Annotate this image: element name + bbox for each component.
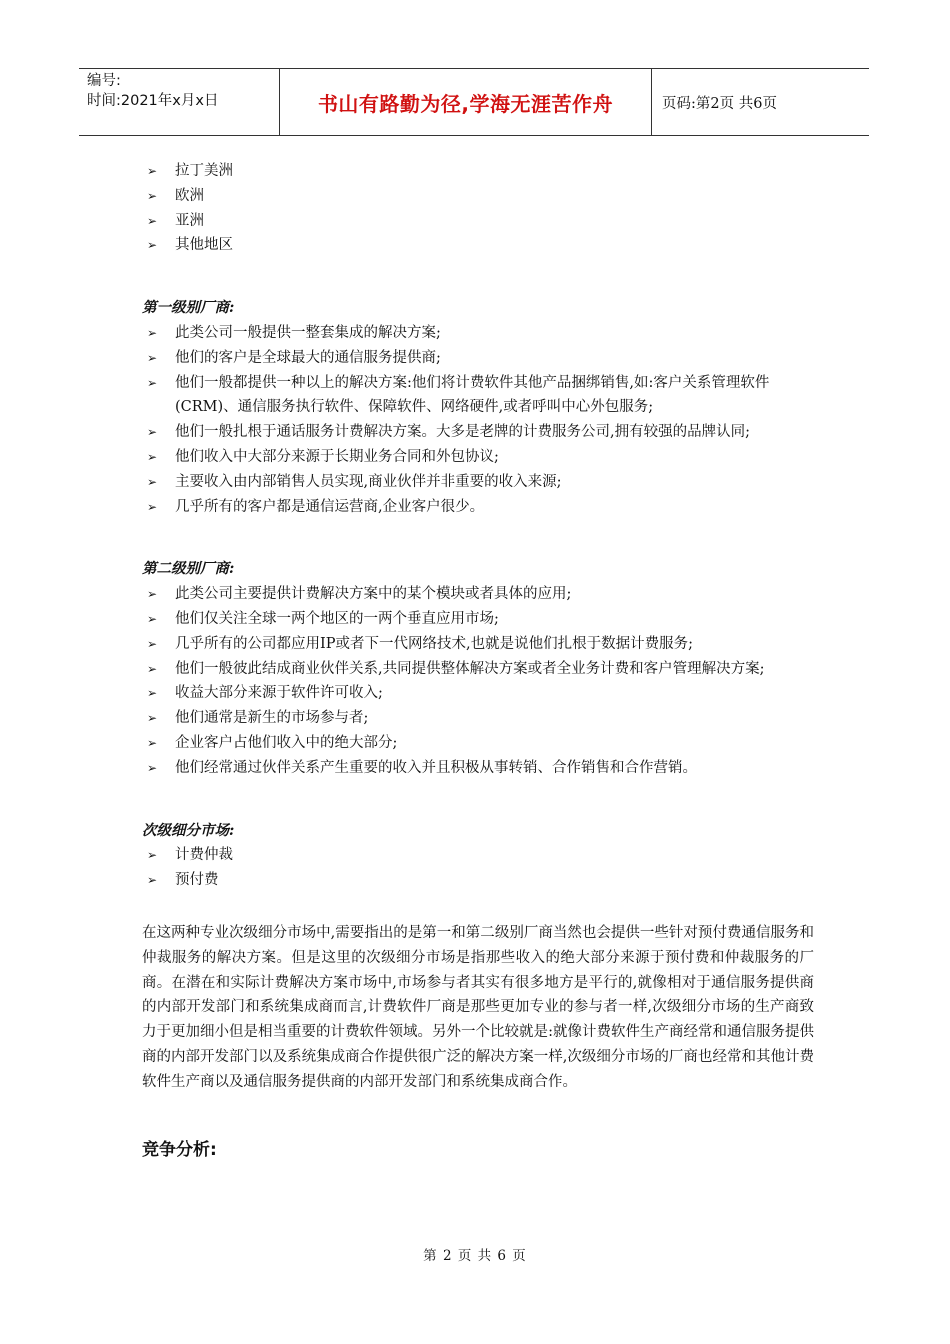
arrow-bullet-icon: ➢ xyxy=(146,760,158,775)
arrow-bullet-icon: ➢ xyxy=(146,449,158,464)
list-item xyxy=(142,495,814,520)
arrow-bullet-icon: ➢ xyxy=(146,661,158,676)
list-item xyxy=(142,321,814,346)
list-item-text: 他们仅关注全球一两个地区的一两个垂直应用市场; xyxy=(175,610,499,627)
list-item xyxy=(142,582,814,607)
list-item-text: 他们的客户是全球最大的通信服务提供商; xyxy=(175,349,441,366)
header-meta xyxy=(79,69,280,135)
list-item-text: 此类公司主要提供计费解决方案中的某个模块或者具体的应用; xyxy=(175,586,572,603)
arrow-bullet-icon: ➢ xyxy=(146,711,158,726)
arrow-bullet-icon: ➢ xyxy=(146,350,158,365)
body-paragraph: 在这两种专业次级细分市场中,需要指出的是第一和第二级别厂商当然也会提供一些针对预付费通信服务和仲裁服务的解决方案。但是这里的次级细分市场是指那些收入的绝大部分来源于预付费和仲裁服务的厂商。在潜在和实际计费解决方案市场中,市场参与者其实有很多地方是平行的,就像相对于通信服务提供商的内部开发部门和系统集成商而言,计费软件厂商是那些更加专业的参与者一样,次级细分市场的生产商致力于更加细小但是相当重要的计费软件领域。另外一个比较就是:就像计费软件生产商经常和通信服务提供商的内部开发部门以及系统集成商合作提供很广泛的解决方案一样,次级细分市场的厂商也经常和其他计费软件生产商以及通信服务提供商的内部开发部门和系统集成商合作。 xyxy=(142,924,814,1090)
arrow-bullet-icon: ➢ xyxy=(146,587,158,602)
list-item-text: 几乎所有的客户都是通信运营商,企业客户很少。 xyxy=(175,498,485,515)
list-item xyxy=(142,445,814,470)
arrow-bullet-icon: ➢ xyxy=(146,238,158,253)
arrow-bullet-icon: ➢ xyxy=(146,873,158,888)
list-item-text: 他们一般扎根于通话服务计费解决方案。大多是老牌的计费服务公司,拥有较强的品牌认同; xyxy=(175,424,750,441)
list-item xyxy=(142,607,814,632)
arrow-bullet-icon: ➢ xyxy=(146,425,158,440)
list-item-text: 主要收入由内部销售人员实现,商业伙伴并非重要的收入来源; xyxy=(175,473,562,490)
list-item-text: 拉丁美洲 xyxy=(175,163,233,179)
arrow-bullet-icon: ➢ xyxy=(146,611,158,626)
list-item xyxy=(142,420,814,445)
subsegment-list xyxy=(142,843,814,893)
list-item xyxy=(142,756,814,781)
number-label: 编号: xyxy=(87,73,121,89)
arrow-bullet-icon: ➢ xyxy=(146,164,158,178)
page-footer: 第 2 页 共 6 页 xyxy=(423,1248,527,1264)
list-item-text: 企业客户占他们收入中的绝大部分; xyxy=(175,734,398,751)
list-item-text: 预付费 xyxy=(175,872,219,889)
list-item-text: 亚洲 xyxy=(175,212,204,229)
list-item-text: 几乎所有的公司都应用IP或者下一代网络技术,也就是说他们扎根于数据计费服务; xyxy=(175,635,693,652)
arrow-bullet-icon: ➢ xyxy=(146,213,158,228)
tier2-list xyxy=(142,582,814,780)
list-item xyxy=(142,681,814,706)
arrow-bullet-icon: ➢ xyxy=(146,499,158,514)
list-item xyxy=(142,843,814,868)
arrow-bullet-icon: ➢ xyxy=(146,474,158,489)
regions-list xyxy=(142,159,814,258)
document-body xyxy=(142,159,814,1160)
list-item-text: 此类公司一般提供一整套集成的解决方案; xyxy=(175,324,441,341)
list-item xyxy=(142,346,814,371)
page-header xyxy=(79,68,869,136)
tier1-list xyxy=(142,321,814,519)
time-label: 时间:2021年x月x日 xyxy=(87,93,219,109)
list-item-text: 他们收入中大部分来源于长期业务合同和外包协议; xyxy=(175,448,499,465)
arrow-bullet-icon: ➢ xyxy=(146,325,158,340)
header-motto: 书山有路勤为径,学海无涯苦作舟 xyxy=(280,69,652,135)
list-item-text: 他们一般彼此结成商业伙伴关系,共同提供整体解决方案或者全业务计费和客户管理解决方案; xyxy=(175,660,765,677)
list-item-text: 计费仲裁 xyxy=(175,847,233,864)
list-item xyxy=(142,371,814,421)
arrow-bullet-icon: ➢ xyxy=(146,188,158,203)
header-page-code: 页码:第2页 共6页 xyxy=(662,95,777,112)
arrow-bullet-icon: ➢ xyxy=(146,636,158,651)
arrow-bullet-icon: ➢ xyxy=(146,848,158,863)
list-item xyxy=(142,706,814,731)
list-item xyxy=(142,470,814,495)
list-item xyxy=(142,731,814,756)
list-item-text: 他们经常通过伙伴关系产生重要的收入并且积极从事转销、合作销售和合作营销。 xyxy=(175,759,697,776)
list-item xyxy=(142,209,814,234)
list-item xyxy=(142,184,814,209)
list-item-text: 收益大部分来源于软件许可收入; xyxy=(175,685,383,702)
arrow-bullet-icon: ➢ xyxy=(146,686,158,701)
list-item xyxy=(142,233,814,258)
list-item-text: 其他地区 xyxy=(175,237,233,254)
subsegment-heading: 次级细分市场: xyxy=(142,821,235,839)
list-item xyxy=(142,632,814,657)
arrow-bullet-icon: ➢ xyxy=(146,735,158,750)
list-item-text: 他们一般都提供一种以上的解决方案:他们将计费软件其他产品捆绑销售,如:客户关系管理软件(CRM)、通信服务执行软件、保障软件、网络硬件,或者呼叫中心外包服务; xyxy=(175,374,770,416)
list-item-text: 他们通常是新生的市场参与者; xyxy=(175,710,369,727)
list-item xyxy=(142,159,814,184)
competition-heading: 竞争分析: xyxy=(142,1139,217,1160)
tier2-heading: 第二级别厂商: xyxy=(142,560,235,578)
list-item xyxy=(142,657,814,682)
list-item xyxy=(142,868,814,893)
list-item-text: 欧洲 xyxy=(175,187,204,204)
arrow-bullet-icon: ➢ xyxy=(146,375,158,390)
tier1-heading: 第一级别厂商: xyxy=(142,299,235,317)
